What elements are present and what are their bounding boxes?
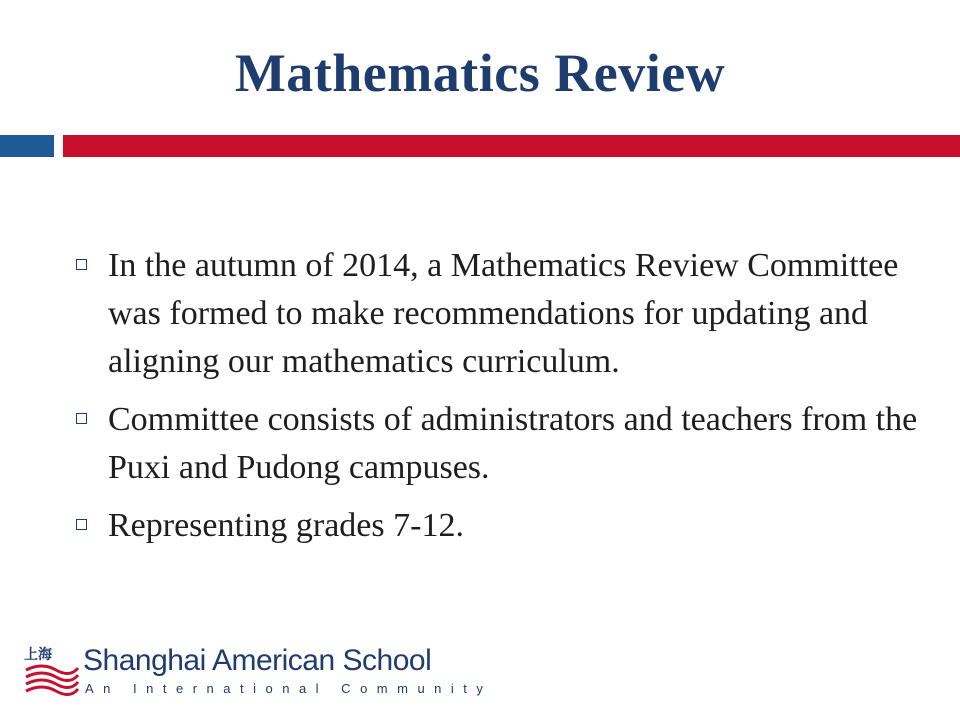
bullet-text: In the autumn of 2014, a Mathematics Review Committee was formed to make recommendations for updating and aligning our mathematics curriculum. bbox=[108, 247, 899, 380]
bullet-item bbox=[76, 242, 926, 386]
square-bullet-icon bbox=[76, 413, 87, 424]
bullet-item bbox=[76, 502, 926, 550]
logo-school-name: Shanghai American School bbox=[83, 644, 432, 677]
square-bullet-icon bbox=[76, 519, 87, 530]
square-bullet-icon bbox=[76, 259, 87, 270]
logo-chinese-text: 上海 bbox=[24, 647, 52, 663]
slide-title: Mathematics Review bbox=[234, 43, 726, 103]
bullet-list bbox=[76, 242, 926, 560]
header-bar-red bbox=[63, 135, 960, 157]
bullet-text: Committee consists of administrators and teachers from the Puxi and Pudong campuses. bbox=[108, 401, 918, 486]
header-bar-blue bbox=[0, 135, 54, 157]
bullet-item bbox=[76, 396, 926, 492]
school-logo bbox=[20, 640, 493, 704]
bullet-text: Representing grades 7-12. bbox=[108, 507, 464, 544]
logo-tagline: An International Community bbox=[85, 681, 493, 696]
